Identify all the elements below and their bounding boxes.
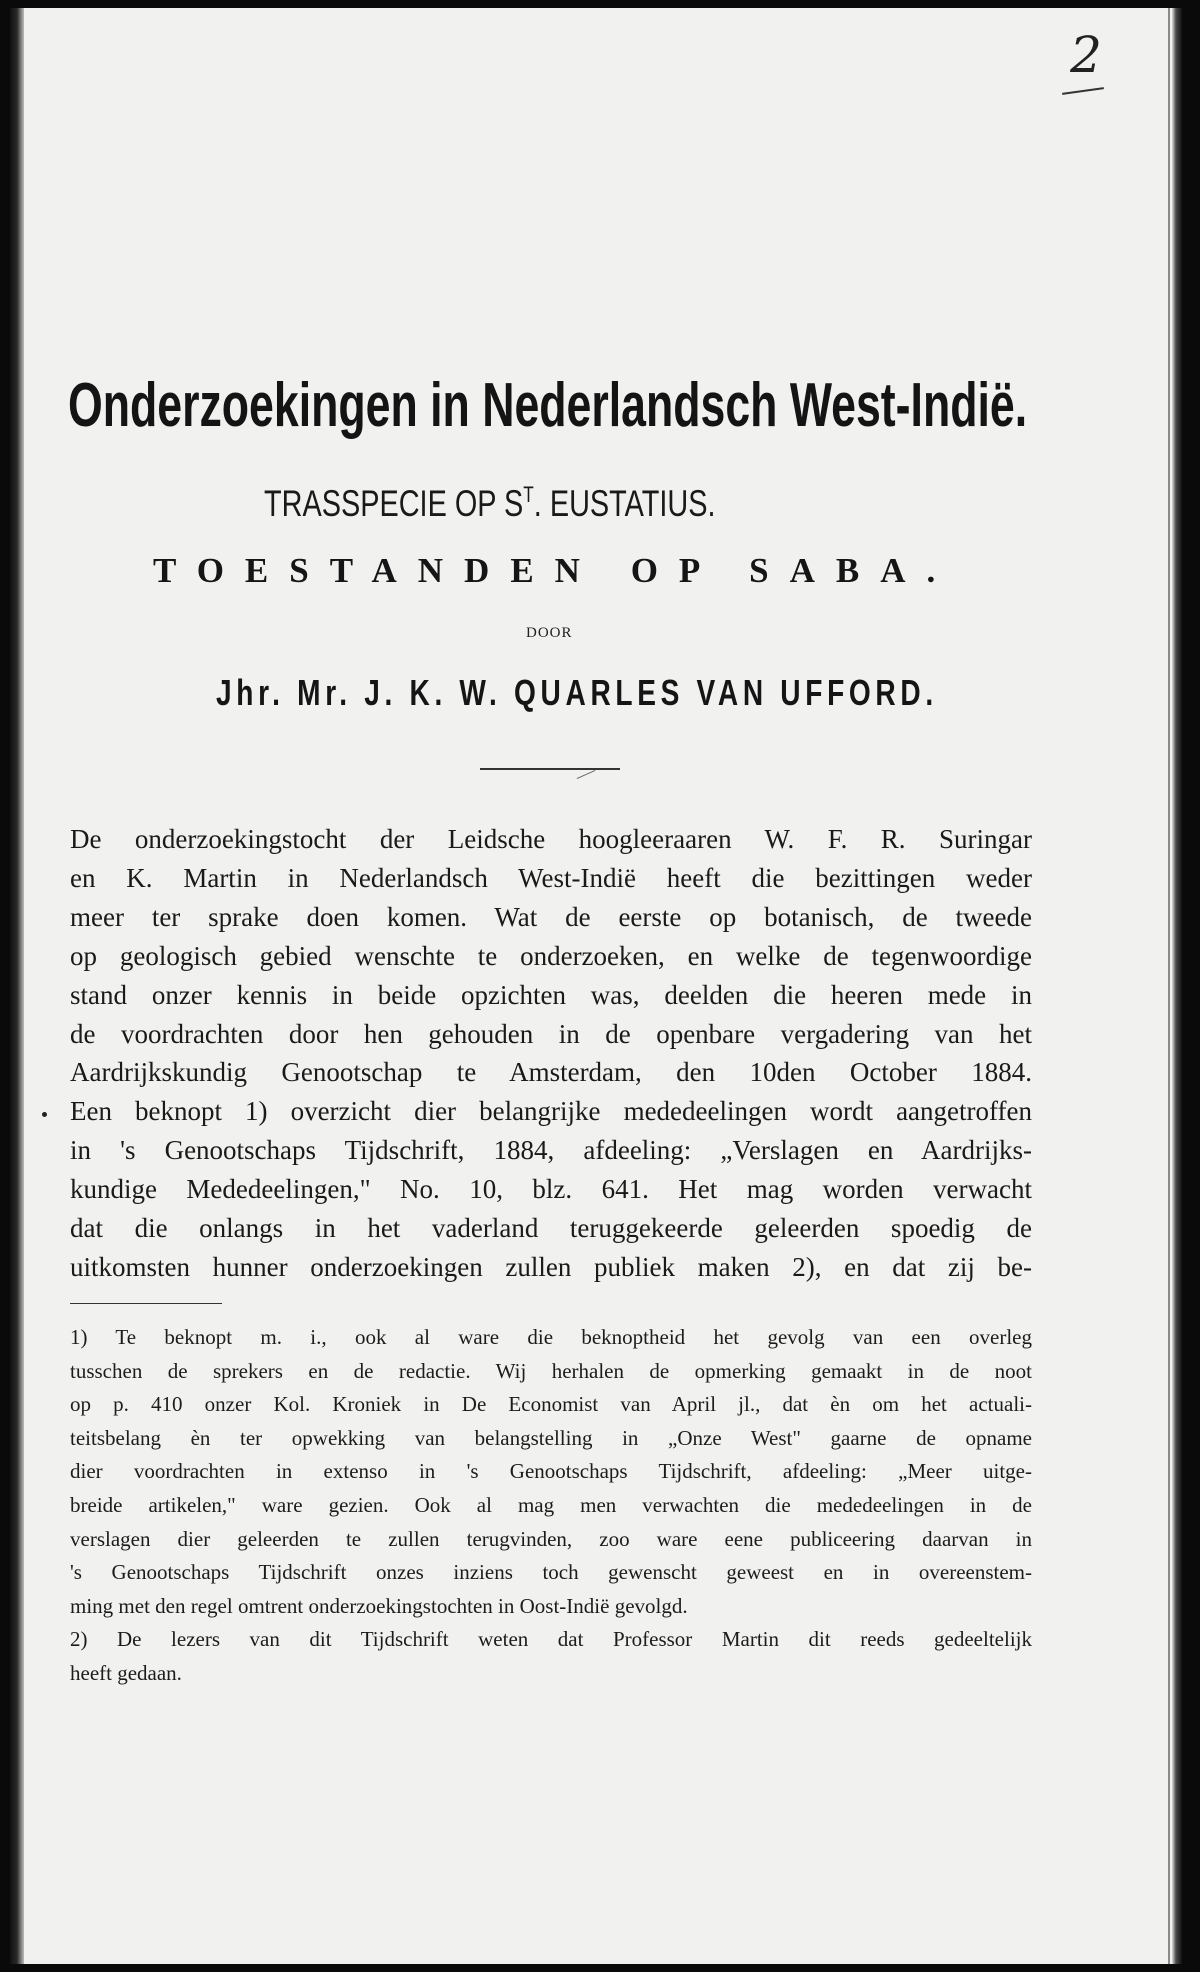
body-line: meer ter sprake doen komen. Wat de eerste op botanisch, de tweede xyxy=(70,901,1032,932)
body-line: uitkomsten hunner onderzoekingen zullen publiek maken 2), en dat zij be- xyxy=(70,1251,1032,1282)
footnote-line: tusschen de sprekers en de redactie. Wij herhalen de opmerking gemaakt in de noot xyxy=(70,1358,1032,1383)
body-line: De onderzoekingstocht der Leidsche hoogleeraaren W. F. R. Suringar xyxy=(70,824,1032,854)
body-line: de voordrachten door hen gehouden in de openbare vergadering van het xyxy=(70,1018,1032,1049)
subtitle-part-1: TRASSPECIE OP S xyxy=(264,483,524,524)
by-label: DOOR xyxy=(526,625,573,641)
subtitle-toestanden: TOESTANDEN OP SABA. xyxy=(153,551,957,590)
footnote-line: 1) Te beknopt m. i., ook al ware die beknoptheid het gevolg van een overleg xyxy=(70,1325,1032,1349)
page-edge-right-inner xyxy=(1168,8,1170,1964)
document-page xyxy=(10,8,1182,1964)
footnote-line: 's Genootschaps Tijdschrift onzes inziens toch gewenscht geweest en in overeenstem- xyxy=(70,1560,1032,1585)
body-line: kundige Mededeelingen," No. 10, blz. 641. Het mag worden verwacht xyxy=(70,1174,1032,1205)
footnote-line: op p. 410 onzer Kol. Kroniek in De Economist van April jl., dat èn om het actuali- xyxy=(70,1392,1032,1417)
author-name: Jhr. Mr. J. K. W. QUARLES VAN UFFORD. xyxy=(216,672,938,713)
page-number: 2 xyxy=(1070,26,1102,84)
footnotes xyxy=(70,1321,1032,1691)
body-line: en K. Martin in Nederlandsch West-Indië heeft die bezittingen weder xyxy=(70,862,1032,893)
margin-dot xyxy=(42,1112,47,1117)
body-paragraph xyxy=(70,820,1032,1287)
footnote-line: breide artikelen," ware gezien. Ook al mag men verwachten die mededeelingen in de xyxy=(70,1492,1032,1517)
body-line: Aardrijkskundig Genootschap te Amsterdam, den 10den October 1884. xyxy=(70,1057,1032,1088)
page-number-underline xyxy=(1062,87,1104,95)
subtitle-trasspecie xyxy=(264,482,716,524)
footnote-line: teitsbelang èn ter opwekking van belangstelling in „Onze West" gaarne de opname xyxy=(70,1425,1032,1450)
separator-rule xyxy=(480,768,620,770)
footnote-line: 2) De lezers van dit Tijdschrift weten dat Professor Martin dit reeds gedeeltelijk xyxy=(70,1627,1032,1652)
subtitle-superscript: T xyxy=(523,482,534,507)
footnote-line: dier voordrachten in extenso in 's Genootschaps Tijdschrift, afdeeling: „Meer uitge- xyxy=(70,1459,1032,1484)
separator-mark xyxy=(577,770,596,779)
body-line: op geologisch gebied wenschte te onderzoeken, en welke de tegenwoordige xyxy=(70,940,1032,971)
body-line: stand onzer kennis in beide opzichten was, deelden die heeren mede in xyxy=(70,979,1032,1010)
body-line: in 's Genootschaps Tijdschrift, 1884, afdeeling: „Verslagen en Aardrijks- xyxy=(70,1135,1032,1166)
page-edge-right xyxy=(1172,8,1182,1964)
footnote-line: heeft gedaan. xyxy=(70,1660,182,1685)
subtitle-part-2: . EUSTATIUS. xyxy=(533,483,716,524)
body-line: Een beknopt 1) overzicht dier belangrijke mededeelingen wordt aangetroffen xyxy=(70,1096,1032,1127)
footnote-line: ming met den regel omtrent onderzoekingstochten in Oost-Indië gevolgd. xyxy=(70,1593,688,1618)
footnote-rule xyxy=(70,1303,222,1304)
page-edge-left xyxy=(10,8,24,1964)
page-title: Onderzoekingen in Nederlandsch West-Indië. xyxy=(68,371,1028,440)
body-line: dat die onlangs in het vaderland teruggekeerde geleerden spoedig de xyxy=(70,1213,1032,1244)
footnote-line: verslagen dier geleerden te zullen terugvinden, zoo ware eene publiceering daarvan in xyxy=(70,1526,1032,1551)
